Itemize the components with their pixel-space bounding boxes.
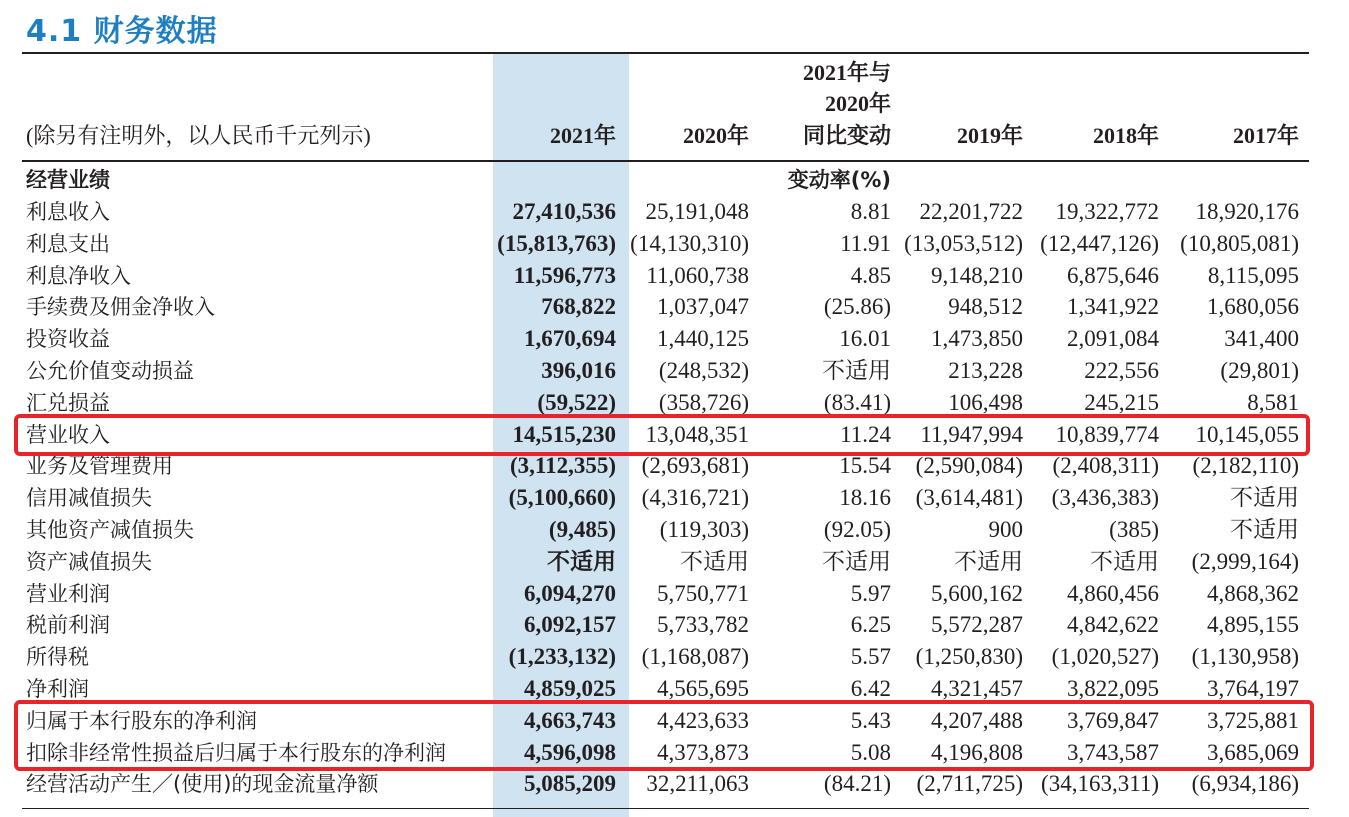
table-row (0, 228, 1349, 260)
table-row (0, 196, 1349, 228)
value-2019: (13,053,512) (904, 230, 1023, 256)
value-2019: 不适用 (954, 548, 1023, 574)
value-2019: 22,201,722 (919, 199, 1023, 224)
value-change: 8.81 (850, 199, 891, 224)
value-change: 4.85 (850, 262, 891, 288)
row-label: 经营活动产生／(使用)的现金流量净额 (26, 772, 379, 797)
value-2020: 4,565,695 (657, 676, 749, 701)
table-row (0, 291, 1349, 323)
value-2017: 不适用 (1230, 485, 1299, 511)
value-change: 6.42 (850, 676, 891, 701)
section-label: 经营业绩 (26, 168, 110, 192)
value-2019: 1,473,850 (931, 326, 1023, 352)
value-2021: 396,016 (541, 358, 616, 383)
value-2017: (10,805,081) (1180, 230, 1299, 256)
value-2018: 4,860,456 (1067, 580, 1159, 606)
value-change: (92.05) (823, 517, 891, 542)
value-2017: 不适用 (1230, 517, 1299, 542)
value-2021: (3,112,355) (509, 453, 616, 479)
value-2017: 8,115,095 (1207, 262, 1299, 288)
bottom-divider (22, 808, 1309, 809)
value-2018: (385) (1109, 517, 1159, 542)
value-2020: 25,191,048 (645, 199, 749, 224)
row-label: 利息净收入 (26, 263, 131, 288)
value-2020: (4,316,721) (641, 485, 749, 511)
value-2019: 4,321,457 (931, 676, 1023, 701)
value-2018: (1,020,527) (1051, 644, 1159, 670)
value-2021: 6,094,270 (524, 580, 616, 606)
row-label: 其他资产减值损失 (26, 518, 194, 542)
table-row (0, 482, 1349, 514)
header-divider (22, 160, 1309, 162)
row-label: 扣除非经常性损益后归属于本行股东的净利润 (26, 740, 446, 765)
change-unit-label: 变动率(%) (787, 168, 891, 192)
value-2021: 14,515,230 (512, 421, 616, 447)
value-2018: (12,447,126) (1040, 230, 1159, 256)
row-label: 信用减值损失 (26, 486, 152, 511)
table-row (0, 578, 1349, 610)
value-2020: 4,373,873 (657, 739, 749, 765)
value-2017: (2,182,110) (1192, 453, 1299, 479)
value-2018: 19,322,772 (1055, 199, 1159, 224)
row-label: 利息支出 (26, 231, 110, 256)
section-row (0, 164, 1349, 196)
value-2021: 4,596,098 (524, 739, 616, 765)
value-2021: 11,596,773 (513, 262, 616, 288)
table-row (0, 355, 1349, 387)
row-label: 手续费及佣金净收入 (26, 295, 215, 320)
value-2019: 213,228 (948, 358, 1023, 383)
value-change: 11.91 (840, 230, 891, 256)
value-2017: 3,764,197 (1207, 676, 1299, 701)
value-2020: 1,440,125 (657, 326, 749, 352)
value-2021: 6,092,157 (524, 612, 616, 638)
row-label: 资产减值损失 (26, 549, 152, 574)
value-2018: 3,822,095 (1067, 676, 1159, 701)
value-2020: 13,048,351 (645, 421, 749, 447)
section-title: 4.1 财务数据 (26, 14, 218, 49)
row-label: 营业利润 (26, 581, 110, 606)
value-change: 5.97 (850, 580, 891, 606)
unit-note: (除另有注明外，以人民币千元列示) (26, 123, 371, 148)
value-2018: 222,556 (1084, 358, 1159, 383)
value-2018: 10,839,774 (1055, 421, 1159, 447)
value-change: 不适用 (822, 358, 891, 383)
value-2017: 4,895,155 (1207, 612, 1299, 638)
value-2021: 不适用 (547, 548, 616, 574)
value-2020: 11,060,738 (646, 262, 749, 288)
header-2018: 2018年 (1092, 123, 1159, 148)
value-2021: (59,522) (537, 389, 616, 415)
value-change: 5.43 (850, 707, 891, 733)
header-change-line2: 2020年 (824, 91, 891, 116)
value-2019: 9,148,210 (931, 262, 1023, 288)
value-2019: (2,711,725) (916, 771, 1023, 797)
value-2017: (1,130,958) (1191, 644, 1299, 670)
value-2018: 4,842,622 (1067, 612, 1159, 638)
title-divider (22, 52, 1309, 54)
value-2020: 4,423,633 (657, 707, 749, 733)
row-label: 税前利润 (26, 613, 110, 638)
header-2019: 2019年 (956, 123, 1023, 148)
value-2017: 341,400 (1224, 326, 1299, 352)
value-2020: 1,037,047 (657, 294, 749, 320)
header-2021: 2021年 (549, 123, 616, 148)
value-2017: 3,685,069 (1207, 739, 1299, 765)
value-2018: 3,743,587 (1067, 739, 1159, 765)
table-row (0, 514, 1349, 546)
value-2021: 4,663,743 (524, 707, 616, 733)
value-2020: 32,211,063 (646, 771, 749, 797)
value-2018: 3,769,847 (1067, 707, 1159, 733)
value-2017: (29,801) (1220, 358, 1299, 383)
value-change: (83.41) (823, 389, 891, 415)
table-row (0, 260, 1349, 292)
value-2020: (14,130,310) (630, 230, 749, 256)
highlight-box-net-profit (14, 700, 1314, 771)
value-2019: (3,614,481) (915, 485, 1023, 511)
value-change: (25.86) (823, 294, 891, 320)
row-label: 投资收益 (26, 327, 110, 352)
value-2017: 10,145,055 (1195, 421, 1299, 447)
value-2020: (358,726) (658, 389, 749, 415)
value-change: (84.21) (823, 771, 891, 797)
value-change: 5.08 (850, 739, 891, 765)
value-2018: 245,215 (1084, 389, 1159, 415)
header-change-line1: 2021年与 (802, 60, 891, 85)
table-row (0, 546, 1349, 578)
value-change: 11.24 (840, 421, 891, 447)
value-2021: (5,100,660) (508, 485, 616, 511)
header-2020: 2020年 (682, 123, 749, 148)
header-change-line3: 同比变动 (802, 123, 891, 148)
value-2018: (34,163,311) (1041, 771, 1159, 797)
value-2018: (3,436,383) (1051, 485, 1159, 511)
value-2020: (248,532) (658, 358, 749, 383)
row-label: 归属于本行股东的净利润 (26, 708, 257, 733)
value-2021: (1,233,132) (508, 644, 616, 670)
value-2021: 27,410,536 (512, 199, 616, 224)
value-2021: 5,085,209 (524, 771, 616, 797)
value-2021: 768,822 (541, 294, 616, 320)
value-2019: 4,196,808 (931, 739, 1023, 765)
value-change: 18.16 (839, 485, 891, 511)
value-2017: 18,920,176 (1195, 199, 1299, 224)
value-2018: 2,091,084 (1067, 326, 1159, 352)
value-2021: (9,485) (548, 517, 616, 542)
value-2019: 4,207,488 (931, 707, 1023, 733)
value-2018: (2,408,311) (1052, 453, 1159, 479)
row-label: 净利润 (26, 677, 89, 701)
value-2019: 900 (988, 517, 1023, 542)
value-2017: (2,999,164) (1191, 548, 1299, 574)
value-2020: 5,750,771 (657, 580, 749, 606)
value-2017: 4,868,362 (1207, 580, 1299, 606)
value-2017: 3,725,881 (1207, 707, 1299, 733)
value-2019: 948,512 (948, 294, 1023, 320)
row-label: 所得税 (26, 645, 89, 670)
value-change: 5.57 (850, 644, 891, 670)
value-2021: 4,859,025 (524, 676, 616, 701)
value-change: 6.25 (850, 612, 891, 638)
value-2018: 6,875,646 (1067, 262, 1159, 288)
value-2020: 不适用 (680, 548, 749, 574)
value-2018: 1,341,922 (1067, 294, 1159, 320)
value-2019: (2,590,084) (915, 453, 1023, 479)
row-label: 业务及管理费用 (26, 454, 173, 479)
value-2020: 5,733,782 (657, 612, 749, 638)
value-change: 15.54 (839, 453, 891, 479)
row-label: 公允价值变动损益 (26, 359, 194, 383)
highlight-box-operating-income (14, 414, 1310, 456)
value-2020: (1,168,087) (641, 644, 749, 670)
value-2019: 5,572,287 (931, 612, 1023, 638)
row-label: 汇兑损益 (26, 390, 110, 415)
table-row (0, 323, 1349, 355)
value-change: 不适用 (822, 548, 891, 574)
value-2017: 8,581 (1247, 389, 1299, 415)
value-change: 16.01 (839, 326, 891, 352)
value-2019: 106,498 (948, 389, 1023, 415)
value-2020: (2,693,681) (641, 453, 749, 479)
table-row (0, 768, 1349, 800)
value-2017: (6,934,186) (1191, 771, 1299, 797)
value-2018: 不适用 (1090, 548, 1159, 574)
row-label: 营业收入 (26, 422, 110, 447)
value-2019: 11,947,994 (920, 421, 1023, 447)
value-2021: (15,813,763) (497, 230, 616, 256)
table-row (0, 609, 1349, 641)
value-2019: (1,250,830) (915, 644, 1023, 670)
value-2019: 5,600,162 (931, 580, 1023, 606)
value-2020: (119,303) (659, 517, 749, 542)
table-row (0, 641, 1349, 673)
row-label: 利息收入 (26, 200, 110, 224)
header-2017: 2017年 (1232, 123, 1299, 148)
value-2021: 1,670,694 (524, 326, 616, 352)
value-2017: 1,680,056 (1207, 294, 1299, 320)
